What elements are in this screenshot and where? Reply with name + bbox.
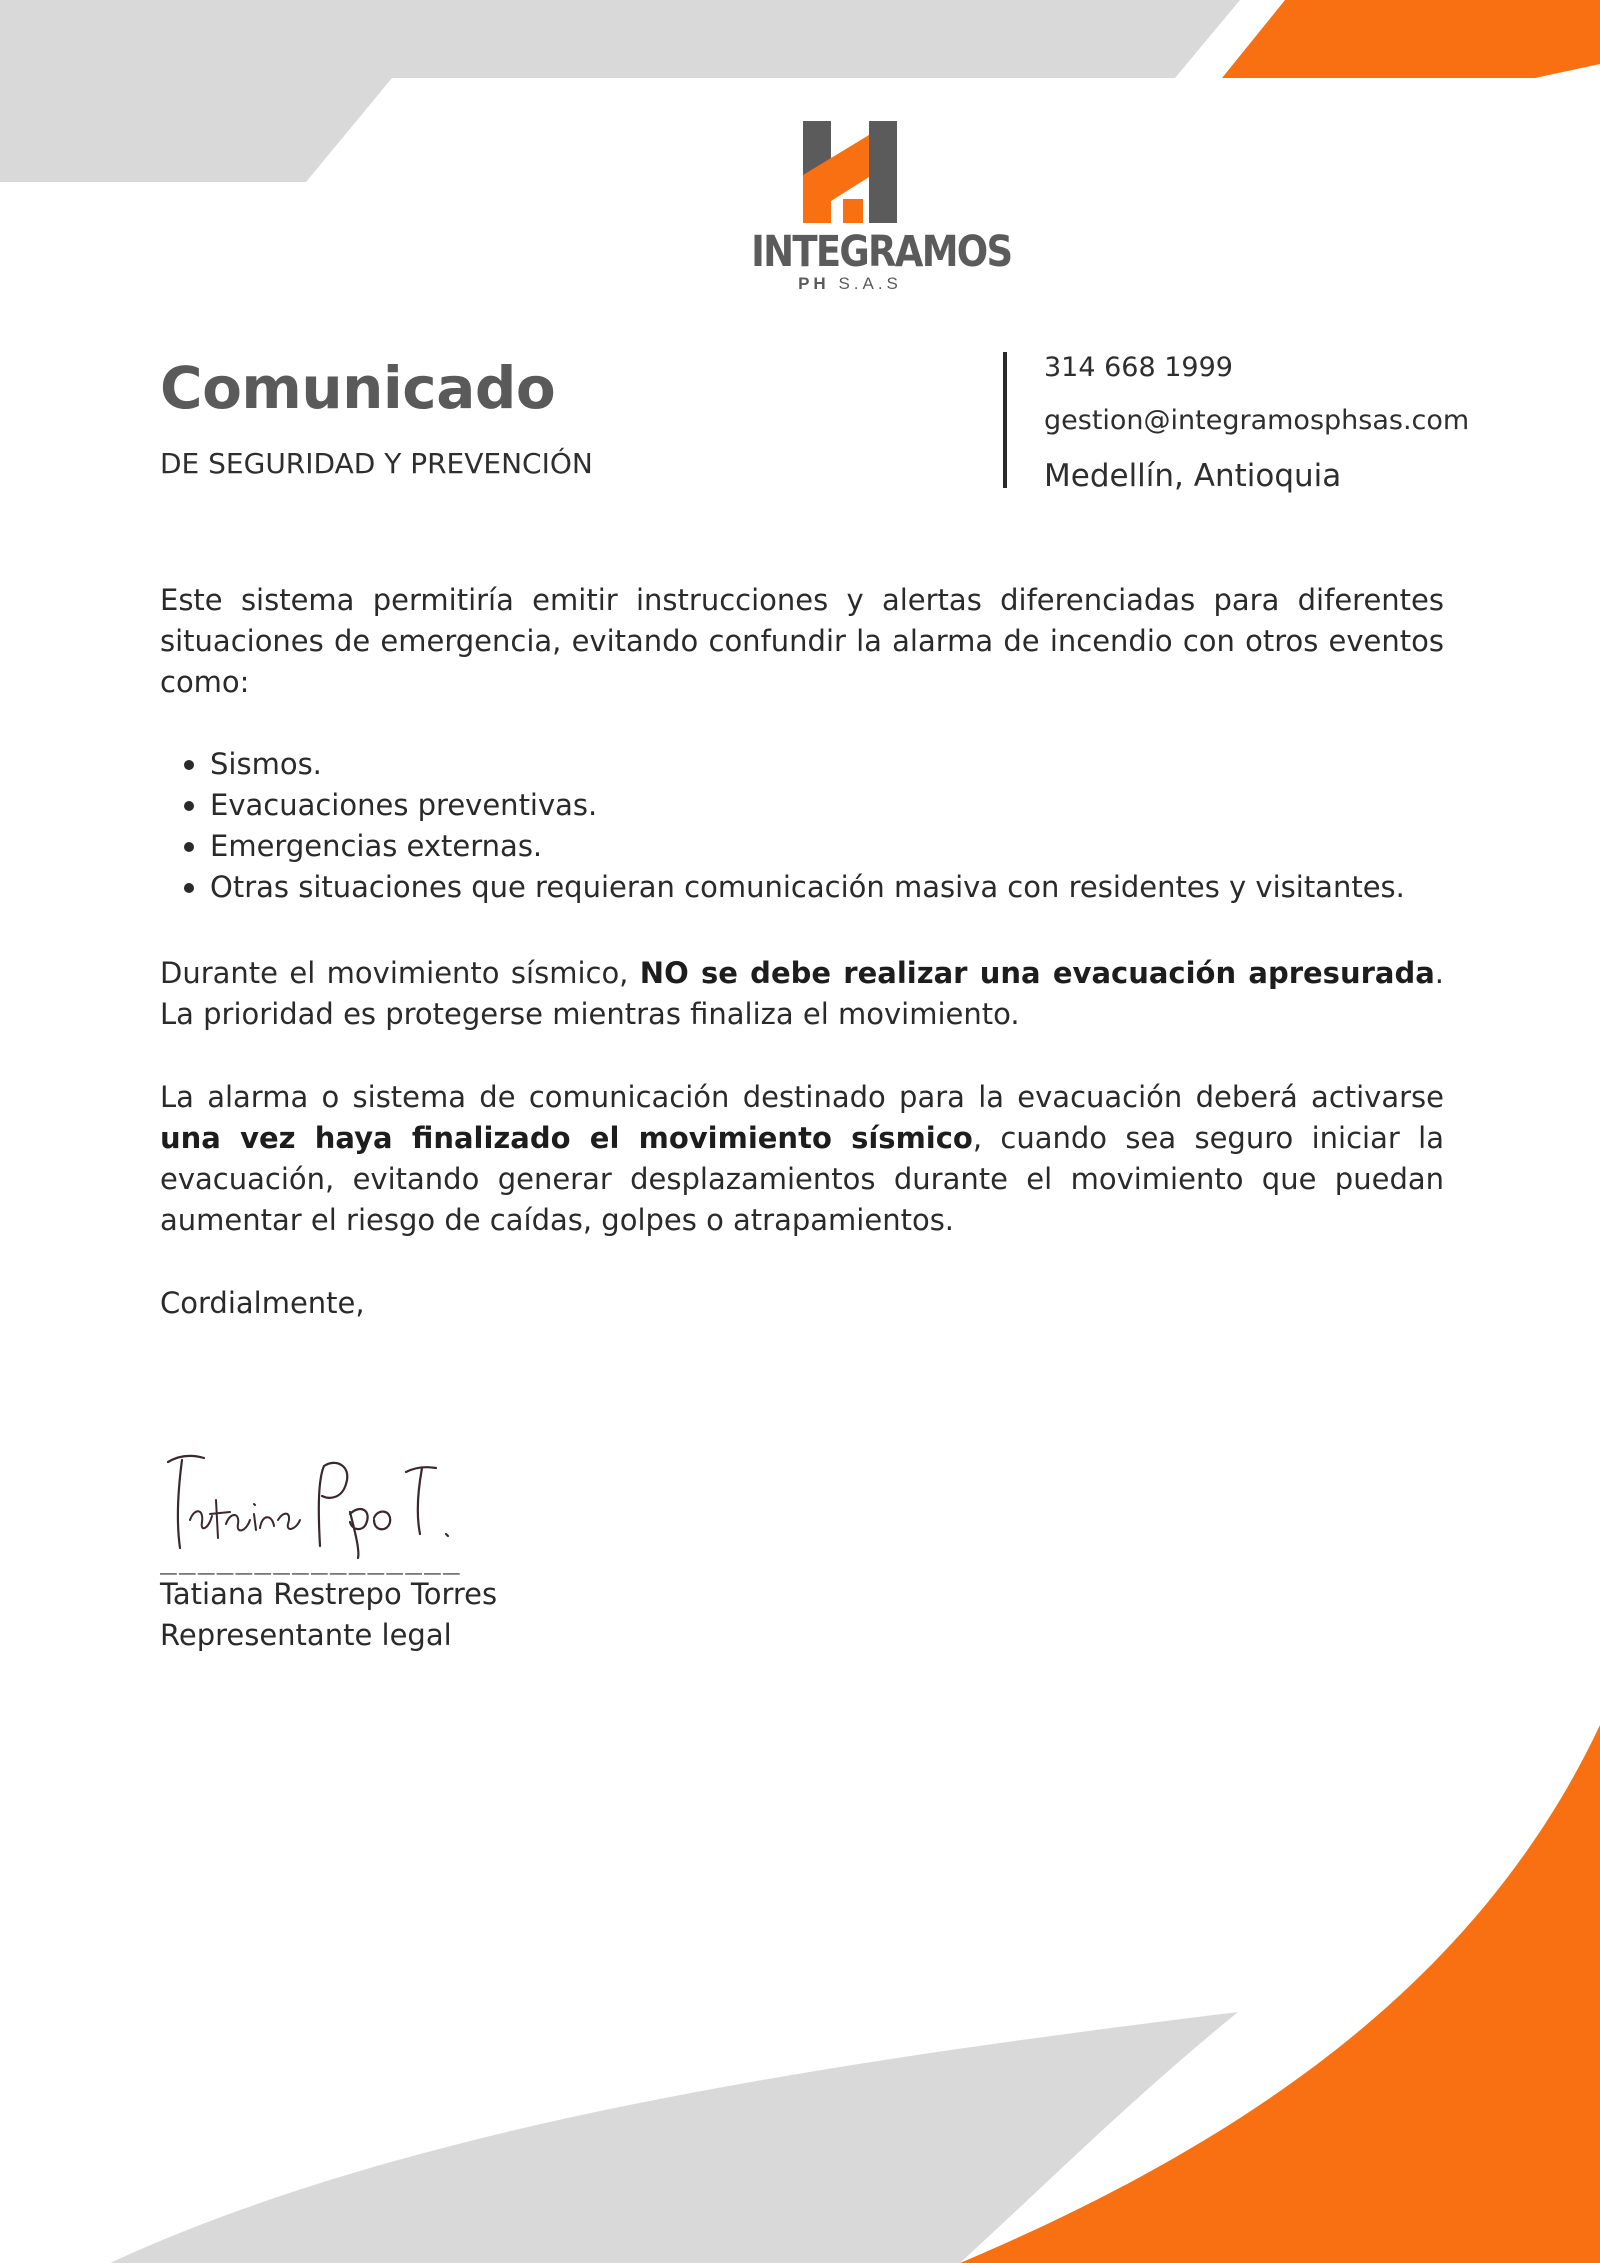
house-logo-icon — [735, 115, 965, 227]
bullet-icon — [184, 883, 194, 893]
bottom-orange-wave — [960, 1725, 1600, 2263]
list-item: Otras situaciones que requieran comunicación masiva con residentes y visitantes. — [210, 867, 1494, 908]
logo-subtitle: PH S.A.S — [798, 274, 902, 293]
top-orange-band — [1222, 0, 1600, 78]
top-gray-band — [0, 0, 1240, 182]
closing-text: Cordialmente, — [160, 1286, 365, 1320]
alarm-paragraph: La alarma o sistema de comunicación destinado para la evacuación deberá activarse una vez haya finalizado el movimiento sísmico, cuando sea seguro iniciar la evacuación, evitando generar desplazamientos durante el movimiento que puedan aumentar el riesgo de caídas, golpes o atrapamientos. — [160, 1080, 1444, 1237]
intro-paragraph: Este sistema permitiría emitir instrucciones y alertas diferenciadas para diferentes situaciones de emergencia, evitando confundir la alarma de incendio con otros eventos como: — [160, 583, 1444, 699]
list-item: Emergencias externas. — [210, 826, 1494, 867]
events-list — [160, 744, 1494, 908]
contact-phone: 314 668 1999 — [1044, 352, 1233, 383]
signature-line: ________________ — [160, 1542, 462, 1575]
bullet-icon — [184, 760, 194, 770]
logo-wordmark: INTEGRAMOS — [751, 227, 1012, 277]
page-title: Comunicado — [160, 354, 556, 422]
page-subtitle: DE SEGURIDAD Y PREVENCIÓN — [160, 447, 593, 480]
signer-name: Tatiana Restrepo Torres — [160, 1577, 498, 1611]
list-item: Evacuaciones preventivas. — [210, 785, 1494, 826]
seismic-paragraph: Durante el movimiento sísmico, NO se debe realizar una evacuación apresurada. La prioridad es protegerse mientras finaliza el movimiento. — [160, 956, 1445, 1031]
bullet-icon — [184, 801, 194, 811]
contact-email: gestion@integramosphsas.com — [1044, 405, 1470, 436]
list-item: Sismos. — [210, 744, 1494, 785]
bullet-icon — [184, 842, 194, 852]
signer-role: Representante legal — [160, 1618, 452, 1652]
contact-city: Medellín, Antioquia — [1044, 458, 1342, 494]
contact-divider — [1003, 352, 1007, 488]
company-logo — [735, 115, 1012, 305]
